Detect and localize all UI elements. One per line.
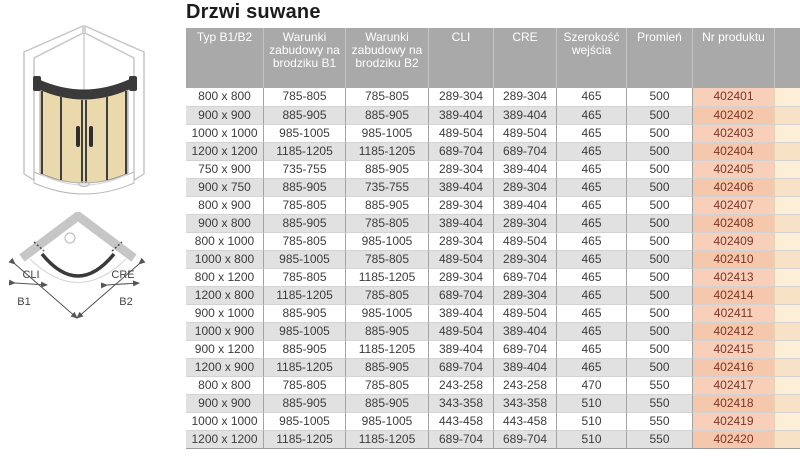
cell-promien: 500 — [626, 88, 692, 106]
cell-cli: 389-404 — [428, 214, 493, 232]
column-header-szerokosc: Szerokość wejścia — [556, 28, 626, 88]
cell-cre: 489-504 — [493, 124, 556, 142]
table-row — [186, 358, 800, 376]
cell-cli: 489-504 — [428, 322, 493, 340]
cell-promien: 500 — [626, 286, 692, 304]
cell-typ: 900 x 800 — [186, 214, 263, 232]
dim-label-b2: B2 — [119, 296, 133, 308]
table-row — [186, 376, 800, 394]
cell-cli: 389-404 — [428, 340, 493, 358]
cell-typ: 1000 x 1000 — [186, 412, 263, 430]
cell-warunki-b2: 785-805 — [345, 286, 428, 304]
cell-promien: 500 — [626, 142, 692, 160]
door-handle-right — [89, 126, 93, 147]
cell-cutoff — [774, 232, 800, 250]
cell-szerokosc-wejscia: 465 — [556, 196, 626, 214]
cell-szerokosc-wejscia: 465 — [556, 214, 626, 232]
cell-szerokosc-wejscia: 465 — [556, 160, 626, 178]
cell-promien: 500 — [626, 214, 692, 232]
cell-cutoff — [774, 376, 800, 394]
cell-promien: 500 — [626, 178, 692, 196]
dim-label-cre: CRE — [111, 269, 135, 281]
cell-warunki-b1: 885-905 — [263, 304, 345, 322]
cell-promien: 500 — [626, 106, 692, 124]
cell-cutoff — [774, 340, 800, 358]
cell-typ: 750 x 900 — [186, 160, 263, 178]
cell-nr-produktu: 402406 — [692, 178, 774, 196]
cell-promien: 500 — [626, 268, 692, 286]
cell-cutoff — [774, 142, 800, 160]
cell-warunki-b1: 785-805 — [263, 88, 345, 106]
cell-cutoff — [774, 322, 800, 340]
cell-szerokosc-wejscia: 465 — [556, 106, 626, 124]
cell-typ: 800 x 800 — [186, 88, 263, 106]
cell-warunki-b2: 985-1005 — [345, 412, 428, 430]
cell-cre: 389-404 — [493, 358, 556, 376]
cell-szerokosc-wejscia: 465 — [556, 340, 626, 358]
cell-promien: 550 — [626, 412, 692, 430]
column-header-nr-produktu: Nr produktu — [692, 28, 774, 88]
cell-warunki-b1: 885-905 — [263, 106, 345, 124]
cell-promien: 500 — [626, 322, 692, 340]
cell-cutoff — [774, 178, 800, 196]
cell-typ: 900 x 1000 — [186, 304, 263, 322]
column-header-promien: Promień — [626, 28, 692, 88]
table-row — [186, 88, 800, 106]
cell-warunki-b1: 785-805 — [263, 232, 345, 250]
cell-cutoff — [774, 268, 800, 286]
table-row — [186, 430, 800, 448]
cell-warunki-b1: 785-805 — [263, 196, 345, 214]
cell-cre: 289-304 — [493, 178, 556, 196]
cell-warunki-b2: 1185-1205 — [345, 142, 428, 160]
cell-cre: 289-304 — [493, 250, 556, 268]
cell-szerokosc-wejscia: 465 — [556, 322, 626, 340]
column-header-cli: CLI — [428, 28, 493, 88]
product-table — [186, 28, 800, 449]
cell-warunki-b2: 885-905 — [345, 358, 428, 376]
cell-promien: 500 — [626, 124, 692, 142]
cell-cre: 689-704 — [493, 268, 556, 286]
cell-typ: 1200 x 900 — [186, 358, 263, 376]
cell-nr-produktu: 402413 — [692, 268, 774, 286]
cell-typ: 900 x 900 — [186, 106, 263, 124]
cell-cli: 243-258 — [428, 376, 493, 394]
shower-enclosure-plan-drawing — [0, 212, 170, 338]
cell-szerokosc-wejscia: 465 — [556, 304, 626, 322]
table-row — [186, 394, 800, 412]
cell-nr-produktu: 402417 — [692, 376, 774, 394]
cell-cli: 489-504 — [428, 124, 493, 142]
cell-nr-produktu: 402405 — [692, 160, 774, 178]
cell-promien: 550 — [626, 376, 692, 394]
table-row — [186, 232, 800, 250]
cell-cli: 689-704 — [428, 358, 493, 376]
dim-label-cli: CLI — [22, 269, 40, 281]
cell-warunki-b1: 1185-1205 — [263, 358, 345, 376]
cell-warunki-b2: 1185-1205 — [345, 340, 428, 358]
table-row — [186, 124, 800, 142]
cell-warunki-b2: 885-905 — [345, 322, 428, 340]
column-header-warunki-b1: Warunki zabudowy na brodziku B1 — [263, 28, 345, 88]
column-header-cre: CRE — [493, 28, 556, 88]
cell-nr-produktu: 402416 — [692, 358, 774, 376]
cell-szerokosc-wejscia: 465 — [556, 250, 626, 268]
cell-nr-produktu: 402407 — [692, 196, 774, 214]
cell-nr-produktu: 402401 — [692, 88, 774, 106]
cell-typ: 800 x 1000 — [186, 232, 263, 250]
cell-nr-produktu: 402408 — [692, 214, 774, 232]
plan-walls — [22, 216, 134, 258]
cell-cre: 443-458 — [493, 412, 556, 430]
cell-cutoff — [774, 250, 800, 268]
cell-szerokosc-wejscia: 470 — [556, 376, 626, 394]
cell-nr-produktu: 402419 — [692, 412, 774, 430]
cell-szerokosc-wejscia: 465 — [556, 142, 626, 160]
cell-nr-produktu: 402412 — [692, 322, 774, 340]
cell-warunki-b2: 885-905 — [345, 394, 428, 412]
table-row — [186, 412, 800, 430]
cell-nr-produktu: 402415 — [692, 340, 774, 358]
cell-warunki-b2: 785-805 — [345, 88, 428, 106]
table-body — [186, 88, 800, 449]
cell-cre: 289-304 — [493, 88, 556, 106]
cell-promien: 500 — [626, 304, 692, 322]
cell-cre: 689-704 — [493, 340, 556, 358]
cell-warunki-b2: 985-1005 — [345, 232, 428, 250]
cell-cutoff — [774, 124, 800, 142]
cell-cre: 389-404 — [493, 322, 556, 340]
diagram-panel — [0, 0, 182, 465]
cell-warunki-b2: 985-1005 — [345, 124, 428, 142]
cell-warunki-b2: 785-805 — [345, 214, 428, 232]
cell-cli: 289-304 — [428, 196, 493, 214]
cell-cutoff — [774, 430, 800, 448]
cell-typ: 800 x 1200 — [186, 268, 263, 286]
cell-promien: 500 — [626, 160, 692, 178]
cell-nr-produktu: 402409 — [692, 232, 774, 250]
column-header-warunki-b2: Warunki zabudowy na brodziku B2 — [345, 28, 428, 88]
cell-cutoff — [774, 214, 800, 232]
cell-cutoff — [774, 304, 800, 322]
cell-cre: 489-504 — [493, 232, 556, 250]
table-row — [186, 106, 800, 124]
cell-nr-produktu: 402414 — [692, 286, 774, 304]
cell-nr-produktu: 402420 — [692, 430, 774, 448]
cell-cutoff — [774, 286, 800, 304]
cell-typ: 1000 x 1000 — [186, 124, 263, 142]
cell-promien: 500 — [626, 232, 692, 250]
cell-cre: 689-704 — [493, 430, 556, 448]
rail-end-cap-left — [33, 76, 41, 91]
cell-warunki-b1: 1185-1205 — [263, 142, 345, 160]
cell-nr-produktu: 402411 — [692, 304, 774, 322]
table-row — [186, 322, 800, 340]
table-row — [186, 142, 800, 160]
cell-warunki-b1: 885-905 — [263, 178, 345, 196]
table-row — [186, 250, 800, 268]
cell-szerokosc-wejscia: 465 — [556, 286, 626, 304]
cell-warunki-b2: 785-805 — [345, 376, 428, 394]
cell-warunki-b1: 735-755 — [263, 160, 345, 178]
cell-cli: 689-704 — [428, 430, 493, 448]
dim-label-b1: B1 — [17, 296, 31, 308]
plan-door-arc — [42, 254, 114, 276]
plan-drain — [65, 233, 75, 243]
cell-typ: 900 x 750 — [186, 178, 263, 196]
cell-nr-produktu: 402410 — [692, 250, 774, 268]
cell-cutoff — [774, 106, 800, 124]
rail-end-cap-right — [129, 76, 137, 91]
cell-typ: 1200 x 1200 — [186, 142, 263, 160]
cell-promien: 500 — [626, 250, 692, 268]
table-row — [186, 304, 800, 322]
cell-szerokosc-wejscia: 510 — [556, 394, 626, 412]
cell-szerokosc-wejscia: 465 — [556, 268, 626, 286]
cell-nr-produktu: 402402 — [692, 106, 774, 124]
table-header — [186, 28, 800, 88]
cell-warunki-b2: 735-755 — [345, 178, 428, 196]
cell-szerokosc-wejscia: 465 — [556, 88, 626, 106]
cell-typ: 900 x 1200 — [186, 340, 263, 358]
table-row — [186, 214, 800, 232]
cell-cutoff — [774, 160, 800, 178]
table-row — [186, 340, 800, 358]
table-row — [186, 268, 800, 286]
cell-warunki-b1: 785-805 — [263, 268, 345, 286]
cell-cre: 489-504 — [493, 304, 556, 322]
cell-cutoff — [774, 196, 800, 214]
shower-enclosure-isometric-drawing — [0, 6, 170, 212]
cell-warunki-b1: 885-905 — [263, 214, 345, 232]
cell-nr-produktu: 402418 — [692, 394, 774, 412]
cell-warunki-b2: 885-905 — [345, 196, 428, 214]
cell-szerokosc-wejscia: 465 — [556, 232, 626, 250]
cell-nr-produktu: 402404 — [692, 142, 774, 160]
table-row — [186, 196, 800, 214]
cell-cli: 689-704 — [428, 142, 493, 160]
cell-cutoff — [774, 88, 800, 106]
table-row — [186, 286, 800, 304]
glass-panels — [40, 89, 128, 183]
cell-typ: 1200 x 1200 — [186, 430, 263, 448]
cell-cutoff — [774, 412, 800, 430]
cell-warunki-b2: 1185-1205 — [345, 268, 428, 286]
cell-warunki-b1: 985-1005 — [263, 322, 345, 340]
cell-warunki-b1: 885-905 — [263, 394, 345, 412]
cell-cli: 689-704 — [428, 286, 493, 304]
cell-typ: 800 x 900 — [186, 196, 263, 214]
cell-nr-produktu: 402403 — [692, 124, 774, 142]
cell-warunki-b1: 985-1005 — [263, 124, 345, 142]
cell-cli: 389-404 — [428, 106, 493, 124]
cell-cli: 289-304 — [428, 232, 493, 250]
cell-cli: 389-404 — [428, 304, 493, 322]
table-row — [186, 178, 800, 196]
cell-warunki-b2: 985-1005 — [345, 304, 428, 322]
cell-typ: 1200 x 800 — [186, 286, 263, 304]
cell-szerokosc-wejscia: 465 — [556, 124, 626, 142]
cell-cre: 389-404 — [493, 160, 556, 178]
cell-typ: 800 x 800 — [186, 376, 263, 394]
cell-promien: 500 — [626, 196, 692, 214]
cell-typ: 900 x 900 — [186, 394, 263, 412]
column-header-cutoff — [774, 28, 800, 88]
cell-cre: 243-258 — [493, 376, 556, 394]
cell-cutoff — [774, 358, 800, 376]
cell-warunki-b1: 785-805 — [263, 376, 345, 394]
cell-cre: 389-404 — [493, 106, 556, 124]
cell-cutoff — [774, 394, 800, 412]
cell-warunki-b2: 785-805 — [345, 250, 428, 268]
cell-cre: 289-304 — [493, 286, 556, 304]
cell-cli: 289-304 — [428, 160, 493, 178]
cell-cli: 289-304 — [428, 268, 493, 286]
page-title: Drzwi suwane — [186, 1, 321, 23]
cell-szerokosc-wejscia: 465 — [556, 178, 626, 196]
cell-typ: 1000 x 900 — [186, 322, 263, 340]
cell-warunki-b1: 1185-1205 — [263, 430, 345, 448]
cell-cre: 689-704 — [493, 142, 556, 160]
cell-promien: 550 — [626, 430, 692, 448]
cell-warunki-b2: 885-905 — [345, 160, 428, 178]
cell-szerokosc-wejscia: 510 — [556, 430, 626, 448]
cell-promien: 500 — [626, 340, 692, 358]
cell-cli: 289-304 — [428, 88, 493, 106]
cell-warunki-b1: 985-1005 — [263, 412, 345, 430]
cell-warunki-b1: 985-1005 — [263, 250, 345, 268]
cell-warunki-b1: 885-905 — [263, 340, 345, 358]
cell-warunki-b2: 1185-1205 — [345, 430, 428, 448]
cell-cre: 343-358 — [493, 394, 556, 412]
table-row — [186, 160, 800, 178]
cell-typ: 1000 x 800 — [186, 250, 263, 268]
cell-cre: 389-404 — [493, 196, 556, 214]
column-header-typ: Typ B1/B2 — [186, 28, 263, 88]
cell-cre: 289-304 — [493, 214, 556, 232]
cell-promien: 500 — [626, 358, 692, 376]
cell-promien: 550 — [626, 394, 692, 412]
cell-warunki-b1: 1185-1205 — [263, 286, 345, 304]
cell-cli: 489-504 — [428, 250, 493, 268]
cell-warunki-b2: 885-905 — [345, 106, 428, 124]
cell-cli: 389-404 — [428, 178, 493, 196]
cell-szerokosc-wejscia: 510 — [556, 412, 626, 430]
door-handle-left — [76, 126, 80, 147]
cell-cli: 443-458 — [428, 412, 493, 430]
cell-cli: 343-358 — [428, 394, 493, 412]
cell-szerokosc-wejscia: 465 — [556, 358, 626, 376]
